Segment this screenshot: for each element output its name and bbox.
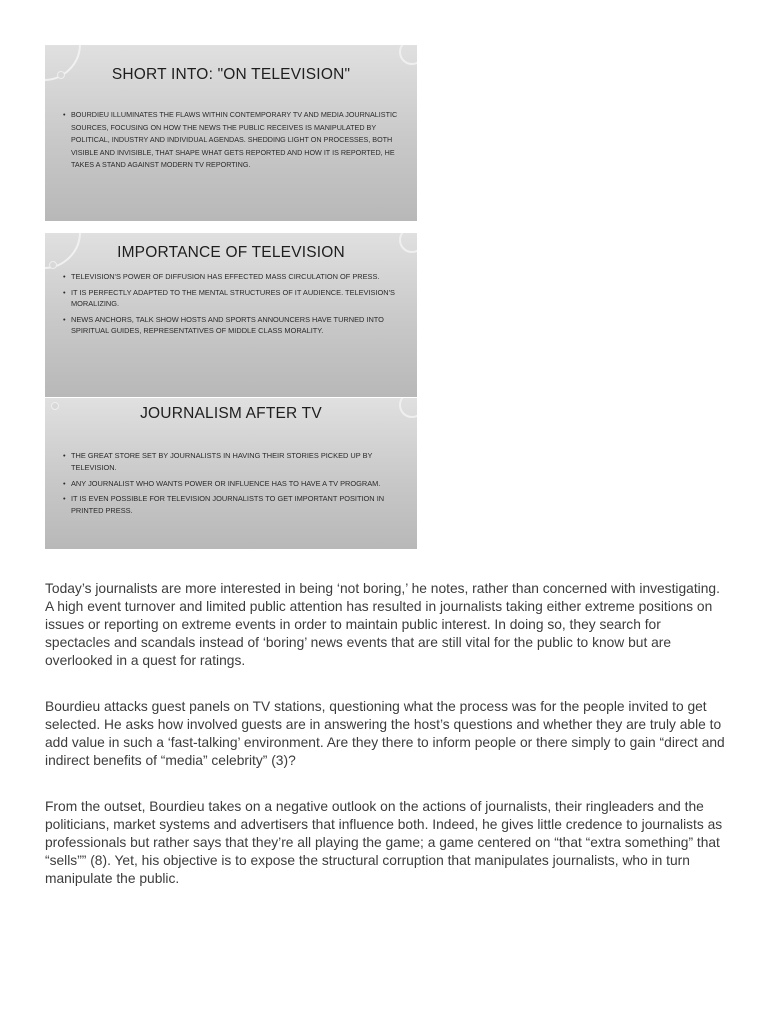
bullet-item: • THE GREAT STORE SET BY JOURNALISTS IN HAVING THEIR STORIES PICKED UP BY TELEVISION. [63, 450, 403, 474]
slide-journalism-after-tv [45, 398, 417, 549]
bullet-item: • TELEVISION'S POWER OF DIFFUSION HAS EFFECTED MASS CIRCULATION OF PRESS. [63, 271, 403, 283]
bullet-item: • IT IS PERFECTLY ADAPTED TO THE MENTAL STRUCTURES OF IT AUDIENCE. TELEVISION'S MORALIZING. [63, 287, 403, 310]
decorative-ring-icon [399, 45, 417, 65]
slide-title: JOURNALISM AFTER TV [140, 405, 322, 422]
slide-title: SHORT INTO: "ON TELEVISION" [111, 66, 351, 83]
body-paragraph: Today’s journalists are more interested in being ‘not boring,’ he notes, rather than concerned with investigating. A high event turnover and limited public attention has resulted in journalists taking either extreme positions on issues or reporting on extreme events in order to maintain public interest. In doing so, they search for spectacles and scandals instead of ‘boring’ news events that are still vital for the public to know but are overlooked in a quest for ratings. [45, 581, 720, 668]
bullet-item: • BOURDIEU ILLUMINATES THE FLAWS WITHIN CONTEMPORARY TV AND MEDIA JOURNALISTIC SOURCES, FOCUSING ON HOW THE NEWS THE PUBLIC RECEIVES IS MANIPULATED BY POLITICAL, INDUSTRY AND INDIVIDUAL AGENDAS. SHEDDING LIGHT ON PROCESSES, BOTH VISIBLE AND INVISIBLE, THAT SHAPE WHAT GETS REPORTED AND HOW IT IS REPORTED, HE TAKES A STAND AGAINST MODERN TV REPORTING. [63, 109, 403, 172]
slide-bullets [63, 109, 403, 176]
bullet-item: • ANY JOURNALIST WHO WANTS POWER OR INFLUENCE HAS TO HAVE A TV PROGRAM. [63, 478, 403, 490]
slide-short-intro [45, 45, 417, 221]
bullet-item: • IT IS EVEN POSSIBLE FOR TELEVISION JOURNALISTS TO GET IMPORTANT POSITION IN PRINTED PRESS. [63, 493, 403, 517]
body-paragraph: From the outset, Bourdieu takes on a negative outlook on the actions of journalists, their ringleaders and the politicians, market systems and advertisers that influence both. Indeed, he gives little credence to journalists as professionals but rather says that they’re all playing the game; a game centered on “that “extra something” that “sells”” (8). Yet, his objective is to expose the structural corruption that manipulates journalists, who in turn manipulate the public. [45, 799, 723, 886]
bullet-item: • NEWS ANCHORS, TALK SHOW HOSTS AND SPORTS ANNOUNCERS HAVE TURNED INTO SPIRITUAL GUIDES, REPRESENTATIVES OF MIDDLE CLASS MORALITY. [63, 314, 403, 337]
body-paragraph: Bourdieu attacks guest panels on TV stations, questioning what the process was for the people invited to get selected. He asks how involved guests are in answering the host’s questions and whether they are truly able to add value in such a ‘fast-talking’ environment. Are they there to inform people or there simply to gain “direct and indirect benefits of “media” celebrity” (3)? [45, 699, 725, 768]
slide-bullets [63, 450, 403, 521]
slide-importance-of-television [45, 233, 417, 397]
slide-title: IMPORTANCE OF TELEVISION [117, 244, 345, 261]
slide-bullets [63, 271, 403, 341]
decorative-dot-icon [49, 261, 57, 269]
